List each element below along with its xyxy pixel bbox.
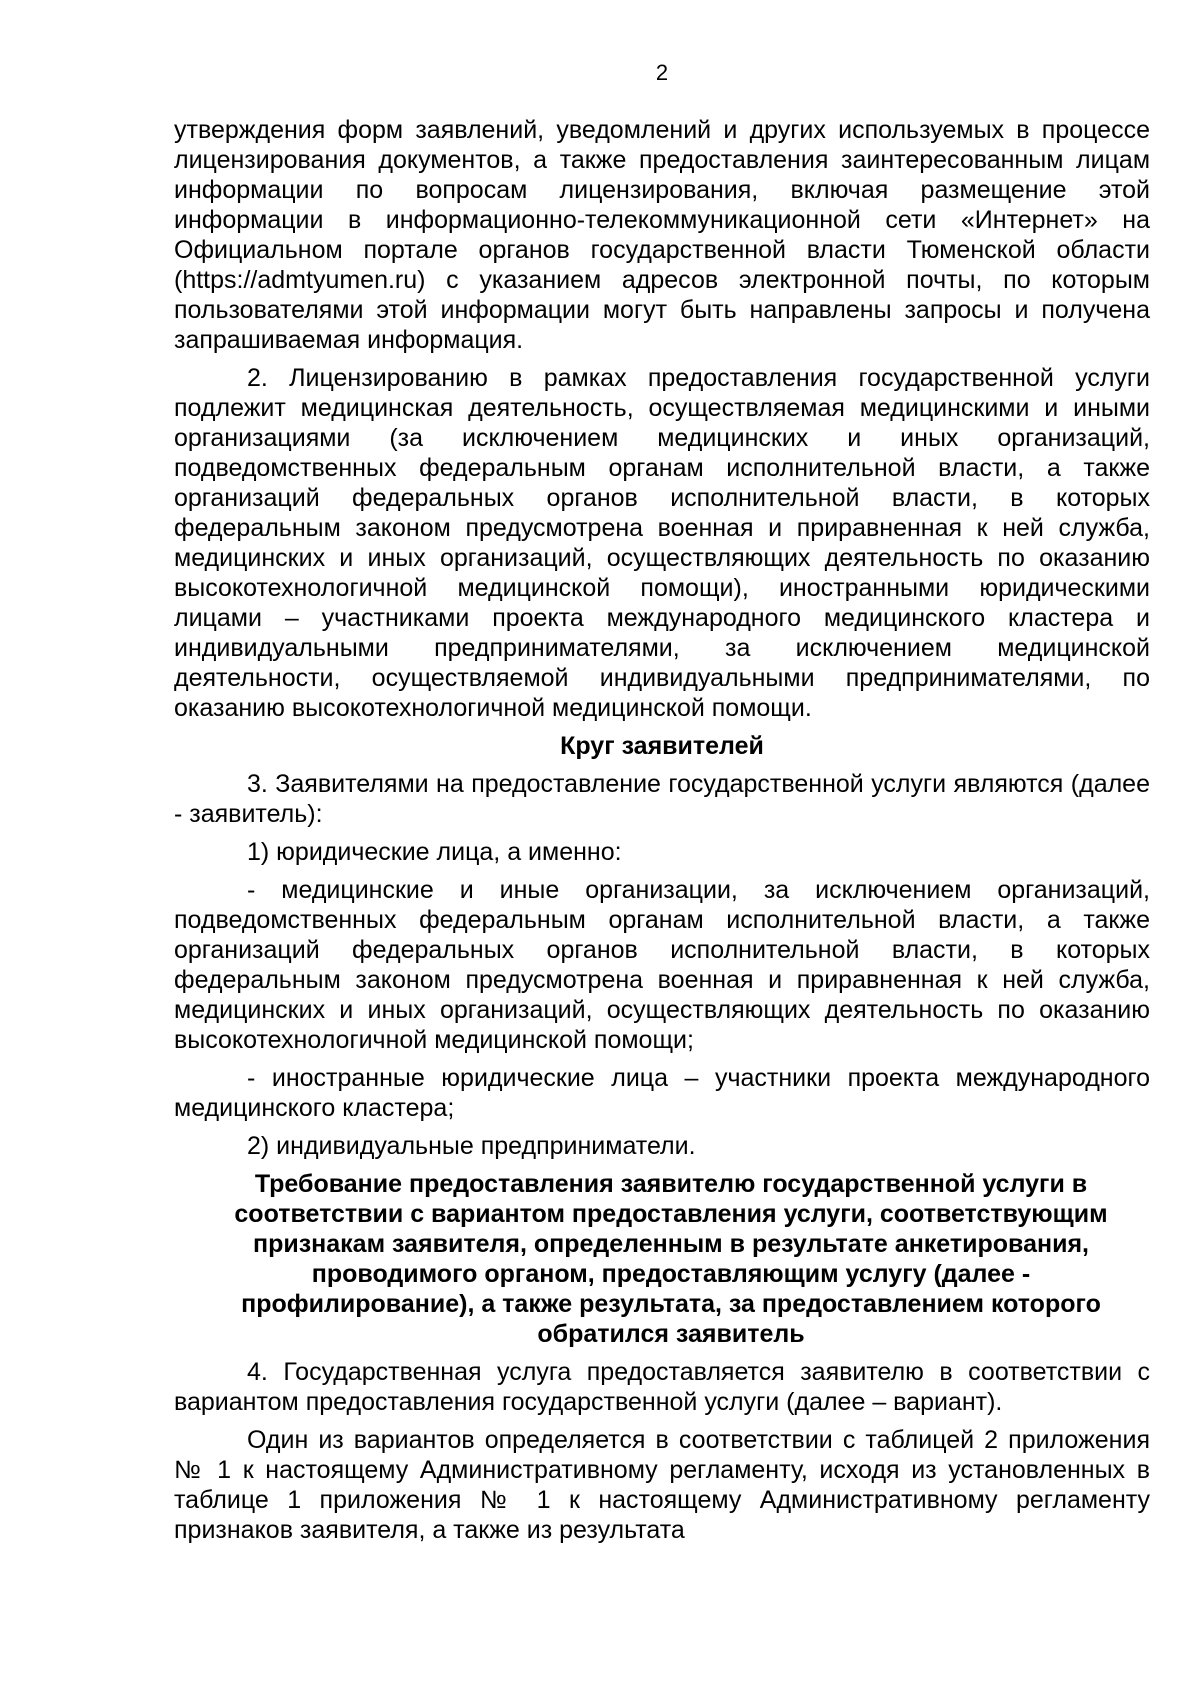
paragraph-licensing-forms: утверждения форм заявлений, уведомлений и других используемых в процессе лицензирования документов, а также предоставления заинтересованным лицам информации по вопросам лицензирования, включая размещение этой информации в информационно-телекоммуникационной сети «Интернет» на Официальном портале органов государственной власти Тюменской области (https://admtyumen.ru) с указанием адресов электронной почты, по которым пользователями этой информации могут быть направлены запросы и получена запрашиваемая информация. [174, 116, 1150, 354]
paragraph-foreign-entities: - иностранные юридические лица – участники проекта международного медицинского кластера; [174, 1064, 1150, 1122]
heading-line: обратился заявитель [537, 1320, 805, 1348]
heading-line: признакам заявителя, определенным в результате анкетирования, [253, 1230, 1089, 1258]
paragraph-3-applicants: 3. Заявителями на предоставление государственной услуги являются (далее - заявитель): [174, 770, 1150, 828]
paragraph-medical-organizations: - медицинские и иные организации, за исключением организаций, подведомственных федеральным органам исполнительной власти, а также организаций федеральных органов исполнительной власти, в которых федеральным законом предусмотрена военная и приравненная к ней служба, медицинских и иных организаций, осуществляющих деятельность по оказанию высокотехнологичной медицинской помощи; [174, 876, 1150, 1054]
heading-line: проводимого органом, предоставляющим услугу (далее - [311, 1260, 1031, 1288]
paragraph-4-service-variant: 4. Государственная услуга предоставляется заявителю в соответствии с вариантом предоставления государственной услуги (далее – вариант). [174, 1358, 1150, 1416]
heading-line: профилирование), а также результата, за предоставлением которого [241, 1290, 1101, 1318]
heading-applicants: Круг заявителей [560, 732, 764, 760]
paragraph-variant-determination: Один из вариантов определяется в соответствии с таблицей 2 приложения № 1 к настоящему Административному регламенту, исходя из установленных в таблице 1 приложения № 1 к настоящему Административному регламенту признаков заявителя, а также из результата [174, 1426, 1150, 1544]
paragraph-legal-entities: 1) юридические лица, а именно: [247, 838, 622, 866]
paragraph-2-licensing-scope: 2. Лицензированию в рамках предоставления государственной услуги подлежит медицинская деятельность, осуществляемая медицинскими и иными организациями (за исключением медицинских и иных организаций, подведомственных федеральным органам исполнительной власти, а также организаций федеральных органов исполнительной власти, в которых федеральным законом предусмотрена военная и приравненная к ней служба, медицинских и иных организаций, осуществляющих деятельность по оказанию высокотехнологичной медицинской помощи), иностранными юридическими лицами – участниками проекта международного медицинского кластера и индивидуальными предпринимателями, за исключением медицинской деятельности, осуществляемой индивидуальными предпринимателями, по оказанию высокотехнологичной медицинской помощи. [174, 364, 1150, 722]
heading-line: соответствии с вариантом предоставления услуги, соответствующим [234, 1200, 1108, 1228]
heading-service-variant-requirement [174, 1169, 1150, 1349]
paragraph-individual-entrepreneurs: 2) индивидуальные предприниматели. [247, 1132, 696, 1160]
heading-line: Требование предоставления заявителю государственной услуги в [254, 1170, 1088, 1198]
document-body [174, 115, 1150, 1553]
page-number: 2 [655, 60, 669, 85]
